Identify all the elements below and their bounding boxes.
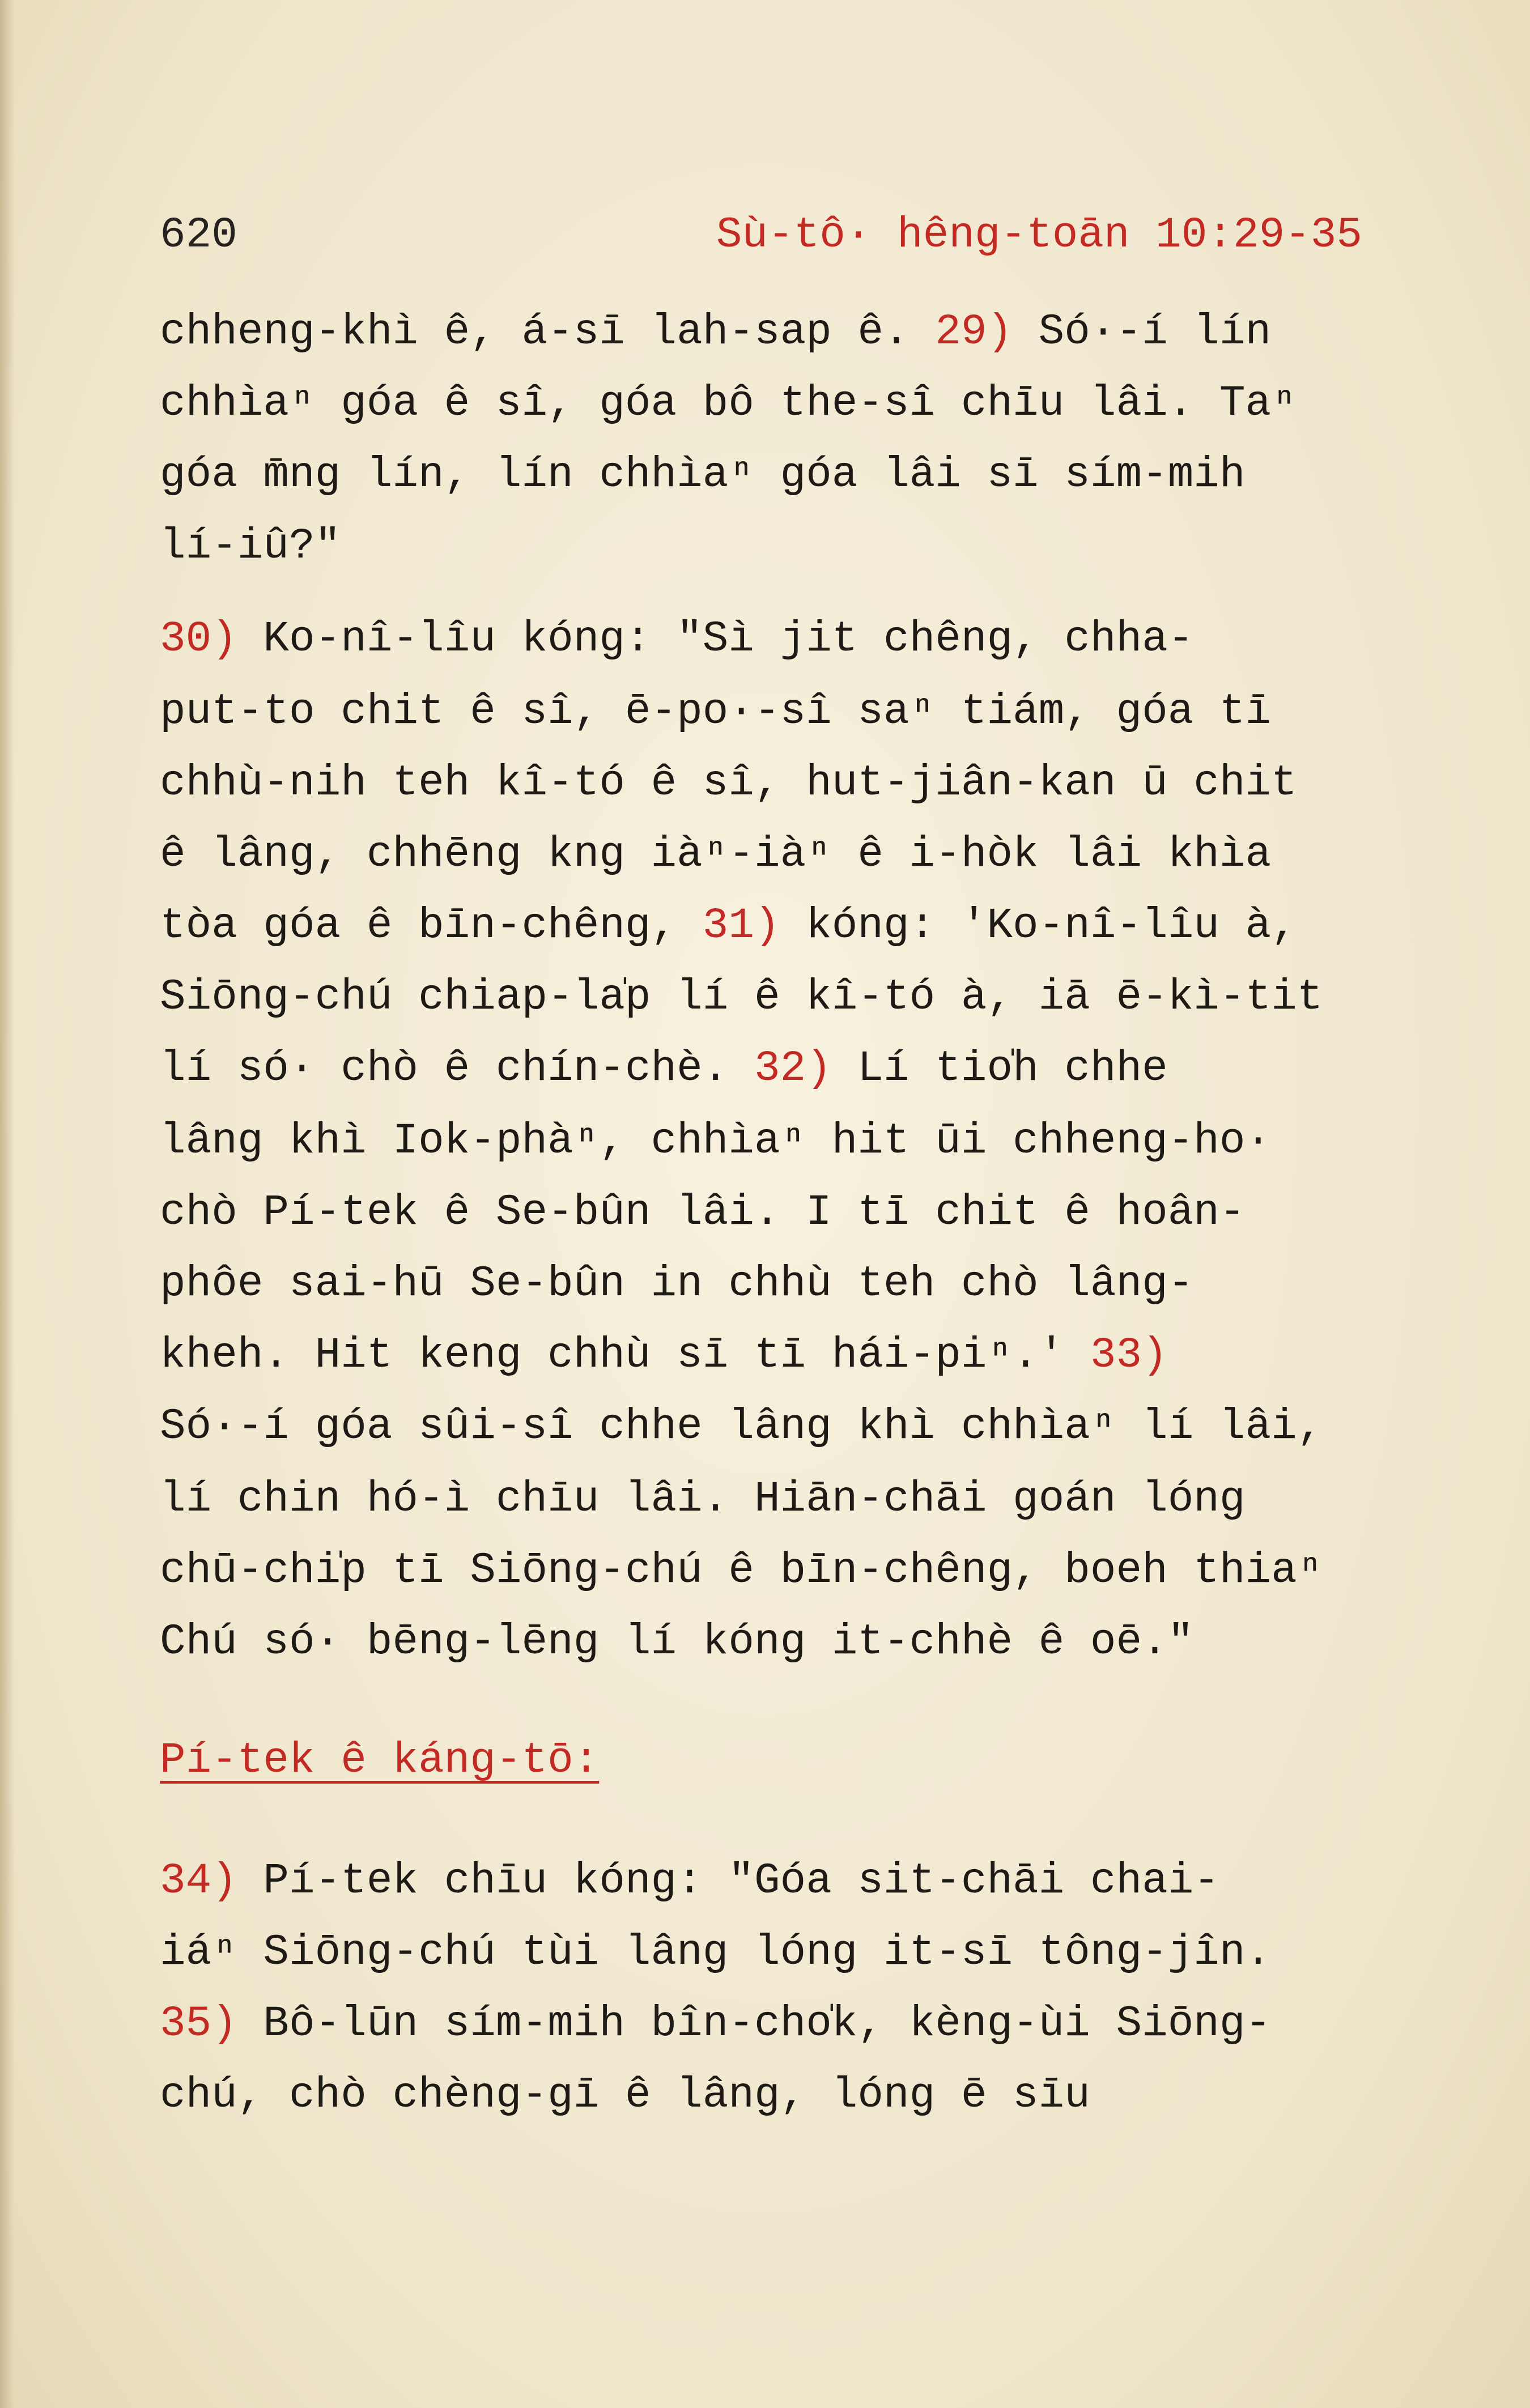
line-text: lí só· chò ê chín-chè.	[160, 1044, 754, 1093]
text-line	[160, 1475, 1246, 1524]
text-line	[160, 1402, 1323, 1451]
section-heading: Pí-tek ê káng-tō:	[160, 1736, 600, 1785]
text-line	[160, 1044, 1168, 1093]
line-text: chū-chi̍p tī Siōng-chú ê bīn-chêng, boeh thiaⁿ	[160, 1546, 1323, 1595]
text-line	[160, 1857, 1219, 1905]
line-text: Lí tio̍h chhe	[831, 1044, 1168, 1093]
line-text: lí chin hó-ì chīu lâi. Hiān-chāi goán lóng	[160, 1475, 1246, 1524]
text-line	[160, 1117, 1272, 1165]
text-line	[160, 2071, 1090, 2120]
running-title: Sù-tô· hêng-toān 10:29-35	[716, 211, 1362, 259]
line-text: chò Pí-tek ê Se-bûn lâi. I tī chit ê hoân-	[160, 1188, 1246, 1237]
line-text: phôe sai-hū Se-bûn in chhù teh chò lâng-	[160, 1260, 1194, 1308]
text-line	[160, 973, 1323, 1022]
line-text: Ko-nî-lîu kóng: "Sì jit chêng, chha-	[237, 615, 1194, 663]
text-line	[160, 1620, 1193, 1664]
line-text: Chú só· bēng-lēng lí kóng it-chhè ê oē."	[160, 1618, 1194, 1666]
line-text: chhìaⁿ góa ê sî, góa bô the-sî chīu lâi. Taⁿ	[160, 379, 1297, 428]
line-text: kóng: 'Ko-nî-lîu à,	[780, 901, 1297, 950]
line-text: lí-iû?"	[160, 522, 341, 571]
line-text: put-to chit ê sî, ē-po·-sî saⁿ tiám, góa tī	[160, 687, 1272, 736]
text-line	[160, 379, 1297, 428]
verse-number: 30)	[160, 615, 237, 663]
text-line	[160, 1331, 1168, 1380]
page-edge-shadow	[0, 0, 15, 2408]
text-line	[160, 687, 1272, 736]
line-text: iáⁿ Siōng-chú tùi lâng lóng it-sī tông-jîn.	[160, 1928, 1272, 1977]
text-line	[160, 1928, 1272, 1977]
text-line	[160, 1999, 1272, 2048]
verse-number: 31)	[702, 901, 780, 950]
verse-number: 29)	[935, 308, 1013, 356]
line-text: chhù-nih teh kî-tó ê sî, hut-jiân-kan ū chit	[160, 759, 1297, 807]
line-text: kheh. Hit keng chhù sī tī hái-piⁿ.'	[160, 1331, 1090, 1380]
line-text: chheng-khì ê, á-sī lah-sap ê.	[160, 308, 936, 356]
line-text: Siōng-chú chiap-la̍p lí ê kî-tó à, iā ē-kì-tit	[160, 973, 1323, 1022]
line-text: Pí-tek chīu kóng: "Góa sit-chāi chai-	[237, 1857, 1219, 1905]
line-text: chú, chò chèng-gī ê lâng, lóng ē sīu	[160, 2071, 1090, 2120]
verse-number: 32)	[754, 1044, 832, 1093]
verse-number: 34)	[160, 1857, 237, 1905]
text-line	[160, 310, 1271, 354]
text-line	[160, 1260, 1194, 1308]
text-line	[160, 1546, 1323, 1595]
text-line	[160, 761, 1297, 805]
text-line	[160, 1188, 1246, 1237]
verse-number: 35)	[160, 1999, 237, 2048]
line-text: tòa góa ê bīn-chêng,	[160, 901, 703, 950]
text-line	[160, 615, 1194, 663]
line-text: Só·-í lín	[1013, 308, 1272, 356]
text-line	[160, 830, 1272, 879]
line-text: Bô-lūn sím-mih bîn-cho̍k, kèng-ùi Siōng-	[237, 1999, 1272, 2048]
line-text: góa m̄ng lín, lín chhìaⁿ góa lâi sī sím-mih	[160, 450, 1246, 499]
verse-number: 33)	[1090, 1331, 1168, 1380]
text-line	[160, 450, 1246, 499]
line-text: lâng khì Iok-phàⁿ, chhìaⁿ hit ūi chheng-ho·	[160, 1117, 1272, 1165]
text-line	[160, 522, 341, 571]
text-line	[160, 901, 1297, 950]
line-text: Só·-í góa sûi-sî chhe lâng khì chhìaⁿ lí lâi,	[160, 1402, 1323, 1451]
page-number: 620	[160, 211, 237, 259]
line-text: ê lâng, chhēng kng iàⁿ-iàⁿ ê i-hòk lâi khìa	[160, 830, 1272, 879]
